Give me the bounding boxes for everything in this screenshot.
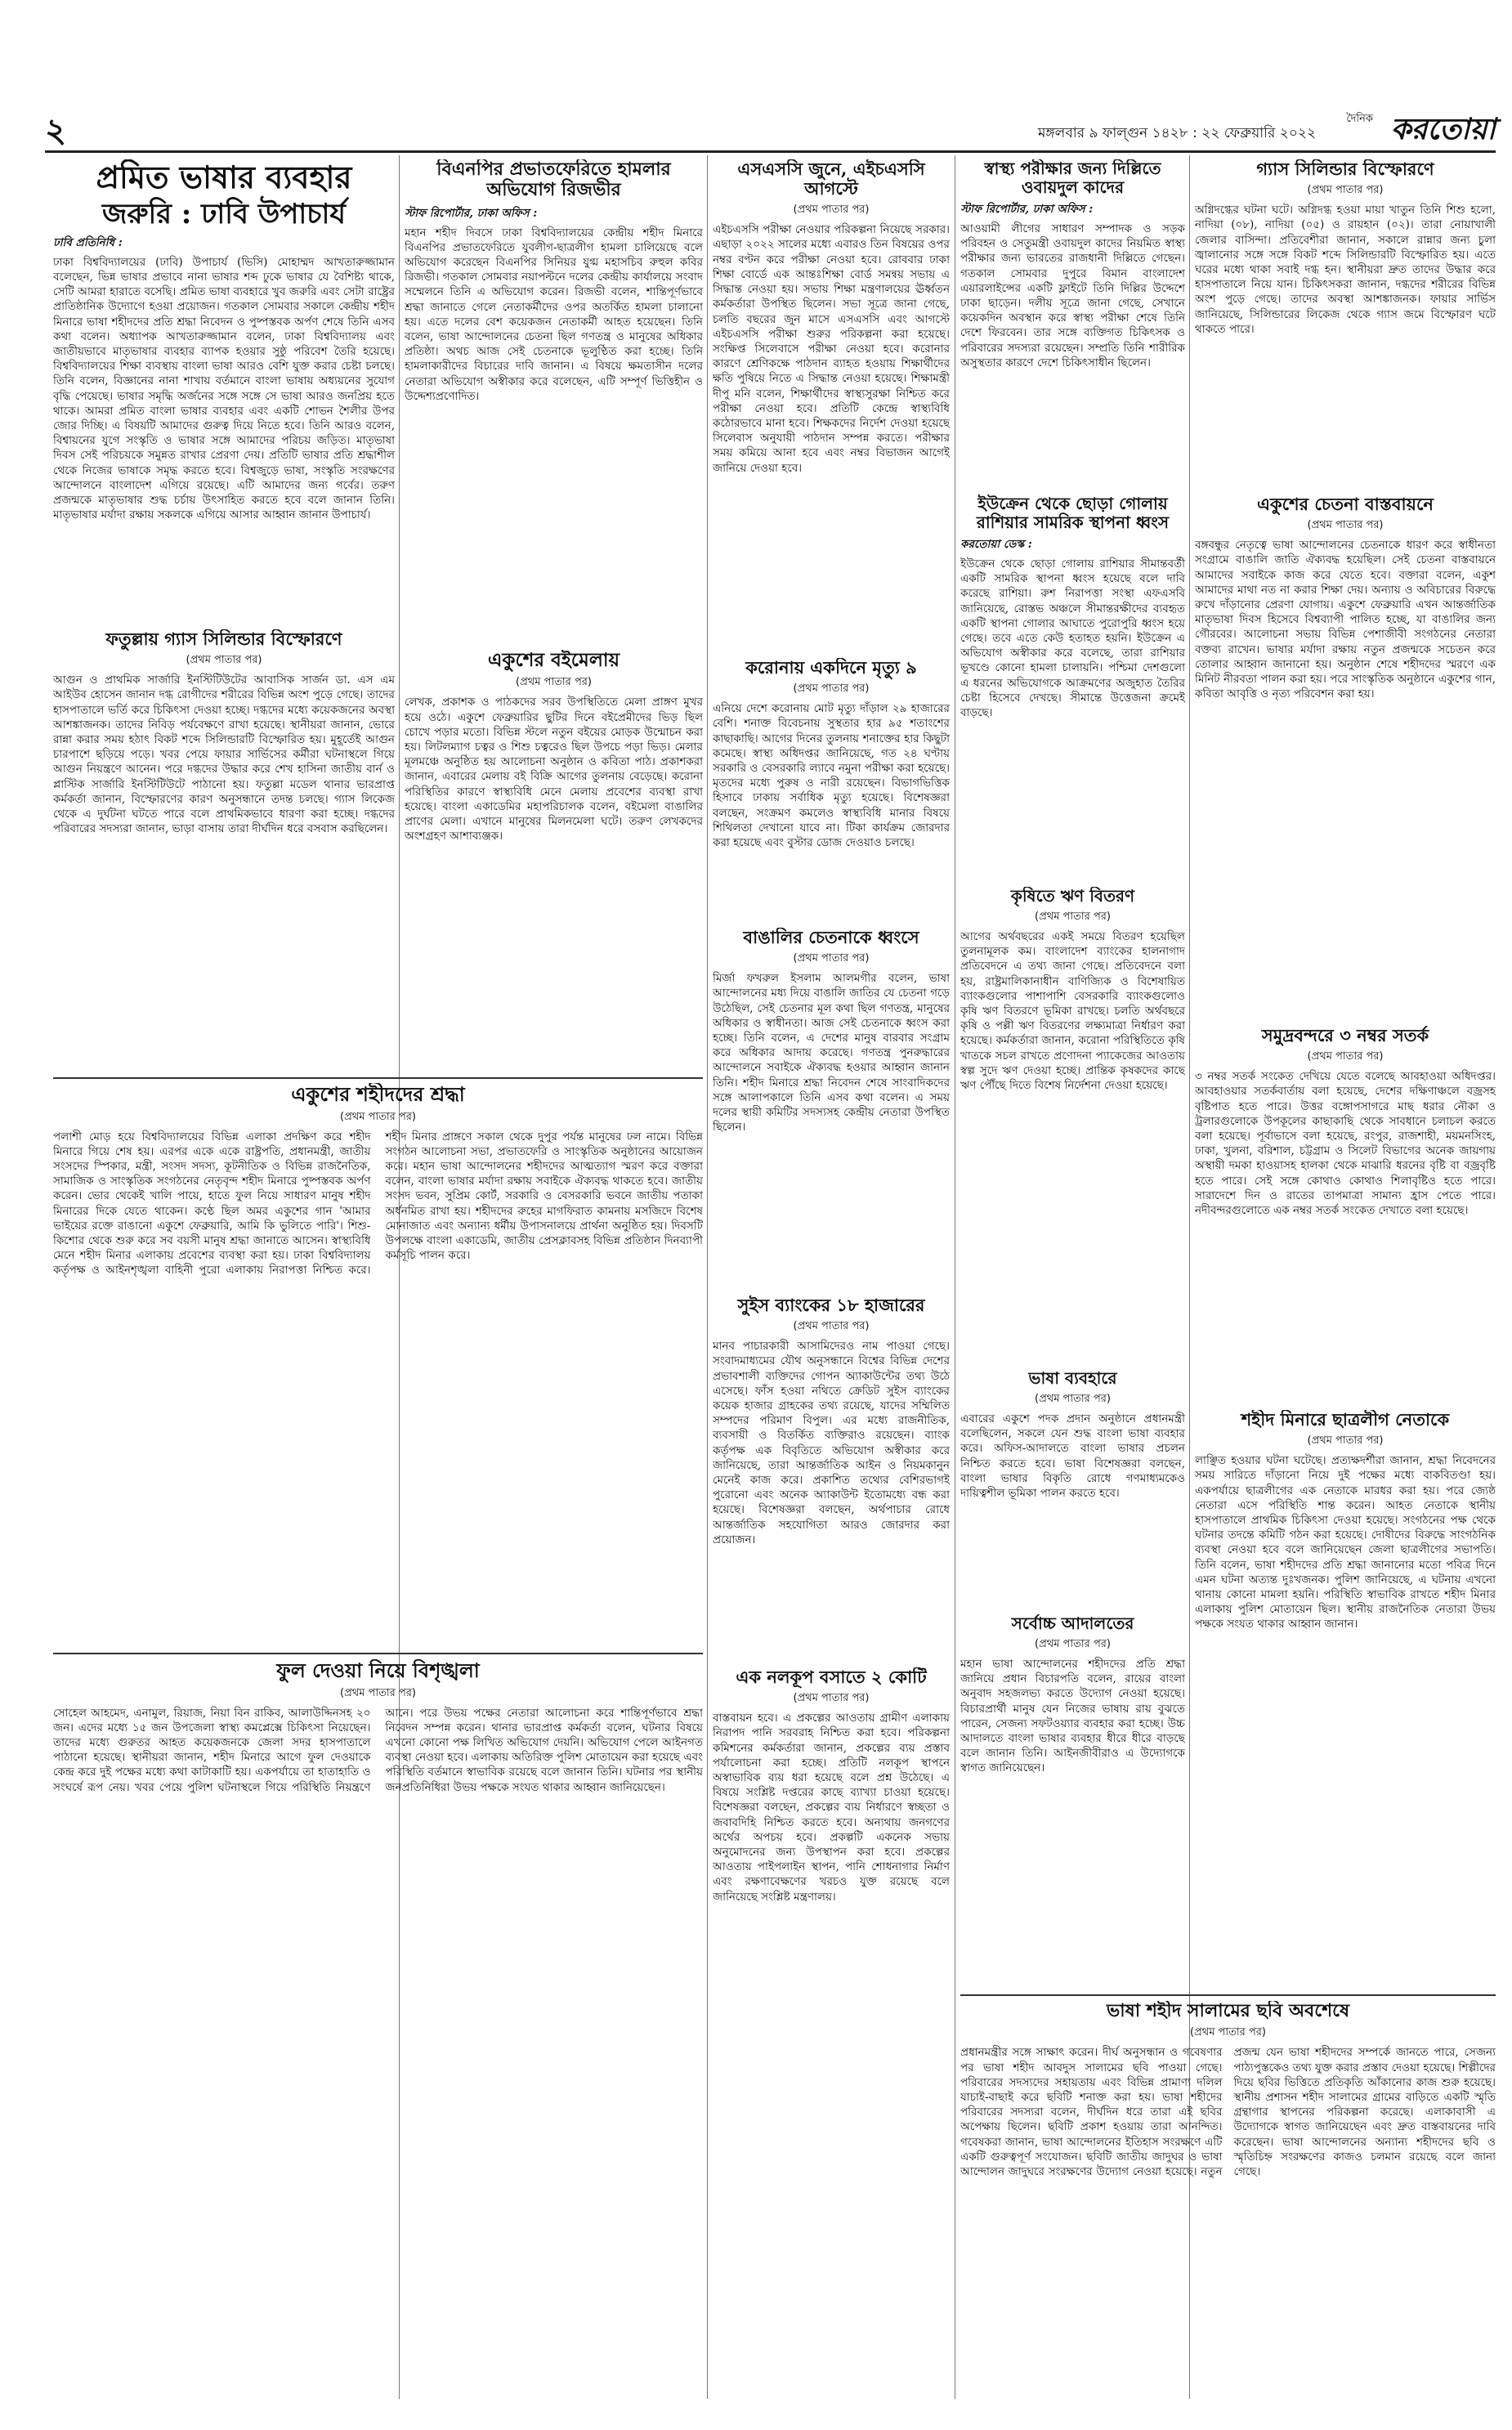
story-salam bbox=[960, 2001, 1496, 2393]
article-body: অগ্নিদগ্ধের ঘটনা ঘটে। অগ্নিদগ্ধ হওয়া মায়া খাতুন তিনি শিশু হলো, নাদিয়া (০৮), নাদিয়া (০৫) ও রায়হান (০২)। তারা নোয়াখালী জেলার বাসিন্দা। প্রতিবেশীরা জানান, সকালে রান্নার জন্য চুলা জ্বালানোর সঙ্গে সঙ্গে বিকট শব্দে সিলিন্ডারটি বিস্ফোরিত হয়। এতে ঘরের মধ্যে থাকা সবাই দগ্ধ হন। স্থানীয়রা দ্রুত তাদের উদ্ধার করে হাসপাতালে নিয়ে যান। চিকিৎসকরা জানান, দগ্ধদের শরীরের বিভিন্ন অংশ পুড়ে গেছে। তাদের অবস্থা আশঙ্কাজনক। ফায়ার সার্ভিস জানিয়েছে, সিলিন্ডারের লিকেজ থেকে গ্যাস জমে বিস্ফোরণ ঘটে থাকতে পারে। bbox=[1195, 204, 1496, 336]
story-ssc bbox=[713, 159, 950, 650]
headline: এসএসসি জুনে, এইচএসসি আগস্টে bbox=[737, 159, 925, 199]
story-krishi bbox=[960, 887, 1185, 1361]
headline: স্বাস্থ্য পরীক্ষার জন্য দিল্লিতে ওবায়দুল কাদের bbox=[984, 159, 1161, 197]
story-bangalir bbox=[713, 928, 950, 1287]
story-corona bbox=[713, 658, 950, 920]
story-pramit bbox=[53, 159, 395, 617]
story-gas bbox=[1195, 159, 1496, 486]
continued-label: (প্রথম পাতার পর) bbox=[1190, 2026, 1266, 2039]
story-chhatraleague bbox=[1195, 1410, 1496, 1982]
story-phool bbox=[53, 1659, 703, 2395]
headline: ভাষা শহীদ সালামের ছবি অবশেষে bbox=[1106, 2001, 1350, 2021]
article-body: আগের অর্থবছরের একই সময়ে বিতরণ হয়েছিল তুলনামূলক কম। বাংলাদেশ ব্যাংকের হালনাগাদ প্রতিবেদনে এ তথ্য জানা গেছে। প্রতিবেদনে বলা হয়, রাষ্ট্রমালিকানাধীন বাণিজ্যিক ও বিশেষায়িত ব্যাংকগুলোর পাশাপাশি বেসরকারি ব্যাংকগুলোও কৃষি ঋণ বিতরণে ভূমিকা রাখছে। চলতি অর্থবছরে কৃষি ও পল্লী ঋণ বিতরণের লক্ষ্যমাত্রা নির্ধারণ করা হয়েছে। কর্মকর্তারা জানান, করোনা পরিস্থিতিতে কৃষি খাতকে সচল রাখতে প্রণোদনা প্যাকেজের আওতায় স্বল্প সুদে ঋণ দেওয়া হচ্ছে। প্রান্তিক কৃষকদের কাছে ঋণ পৌঁছে দিতে বিশেষ নির্দেশনা দেওয়া হয়েছে। bbox=[960, 930, 1185, 1093]
story-bhasha-bybohar bbox=[960, 1369, 1185, 1606]
masthead bbox=[45, 113, 1496, 153]
article-body: ঢাকা বিশ্ববিদ্যালয়ের (ঢাবি) উপাচার্য (ভিসি) মোহাম্মদ আখতারুজ্জামান বলেছেন, ভিন্ন ভাষার প্রভাবে নানা ভাষার শব্দ ঢুকে ভাষার যে বৈশিষ্ট্য থাকে, সেটি আমরা হারাতে বসেছি। প্রমিত ভাষা ব্যবহারে খুব জরুরি এবং সেটা রাষ্ট্রের প্রাতিষ্ঠানিক উদ্যোগে হওয়া প্রয়োজন। গতকাল সোমবার সকালে কেন্দ্রীয় শহীদ মিনারে ভাষা শহীদদের প্রতি শ্রদ্ধা নিবেদন ও পুষ্পস্তবক অর্পণ শেষে তিনি এসব কথা বলেন। অধ্যাপক আখতারুজ্জামান বলেন, ঢাকা বিশ্ববিদ্যালয় এবং জাতীয়ভাবে মাতৃভাষার ব্যবহার ব্যাপক হওয়ার সুষ্ঠু পরিবেশ তৈরি হয়েছে। বিশ্ববিদ্যালয়ের শিক্ষা ব্যবস্থায় বাংলা ভাষা আরও বেশি যুক্ত করার চেষ্টা চলছে। তিনি বলেন, বিজ্ঞানের নানা শাখায় বর্তমানে বাংলা ভাষায় অধ্যয়নের সুযোগ বৃদ্ধি পেয়েছে। ভাষার সমৃদ্ধি অর্জনের সঙ্গে সঙ্গে সে ভাষা আরও জনপ্রিয় হতে থাকে। আমরা প্রমিত বাংলা ভাষার ব্যবহার এবং একটি শোভন শৈলীর উপর জোর দিচ্ছি। এ বিষয়টি আমাদের গুরুত্ব দিয়ে নিতে হবে। তিনি আরও বলেন, বিশ্বায়নের যুগে সংস্কৃতি ও ভাষার সঙ্গে আমাদের পরিচয় জড়িত। মাতৃভাষা দিবস সেই পরিচয়কে সমুন্নত রাখার প্রেরণা দেয়। প্রতিটি ভাষার প্রতি শ্রদ্ধাশীল থেকে নিজের ভাষাকে সমৃদ্ধ করতে হবে। বিশ্বজুড়ে ভাষা, সংস্কৃতি সংরক্ষণের আন্দোলনে বাংলাদেশ এগিয়ে রয়েছে। এটি আমাদের জন্য গর্বের। তরুণ প্রজন্মকে মাতৃভাষার শুদ্ধ চর্চায় উৎসাহিত করতে হবে বলে জানান তিনি। মাতৃভাষার মর্যাদা রক্ষায় সকলকে এগিয়ে আসার আহ্বান জানান উপাচার্য। bbox=[53, 255, 395, 522]
continued-label: (প্রথম পাতার পর) bbox=[793, 204, 870, 217]
byline: করতোয়া ডেস্ক : bbox=[960, 538, 1032, 551]
headline: সুইস ব্যাংকের ১৮ হাজারের bbox=[737, 1296, 925, 1315]
headline: সর্বোচ্চ আদালতের bbox=[1011, 1614, 1134, 1633]
article-body: ৩ নম্বর সতর্ক সংকেত দেখিয়ে যেতে বলেছে আবহাওয়া অধিদপ্তর। আবহাওয়ার সতর্কবার্তায় বলা হয়েছে, দেশের দক্ষিণাঞ্চলে বজ্রসহ বৃষ্টিপাত হতে পারে। উত্তর বঙ্গোপসাগরে মাছ ধরার নৌকা ও ট্রলারগুলোকে উপকূলের কাছাকাছি থেকে সাবধানে চলাচল করতে বলা হয়েছে। পূর্বাভাসে বলা হয়েছে, রংপুর, রাজশাহী, ময়মনসিংহ, ঢাকা, খুলনা, বরিশাল, চট্টগ্রাম ও সিলেট বিভাগের অনেক জায়গায় অস্থায়ী দমকা হাওয়াসহ হালকা থেকে মাঝারি ধরনের বৃষ্টি বা বজ্রবৃষ্টি হতে পারে। সেই সঙ্গে কোথাও কোথাও শিলাবৃষ্টিও হতে পারে। সারাদেশে দিন ও রাতের তাপমাত্রা সামান্য হ্রাস পেতে পারে। নদীবন্দরগুলোতে এক নম্বর সতর্ক সংকেত দেখাতে বলা হয়েছে। bbox=[1195, 1070, 1496, 1217]
continued-label: (প্রথম পাতার পর) bbox=[1307, 1050, 1384, 1063]
headline: একুশের চেতনা বাস্তবায়নে bbox=[1257, 495, 1434, 514]
article-body: আওয়ামী লীগের সাধারণ সম্পাদক ও সড়ক পরিবহন ও সেতুমন্ত্রী ওবায়দুল কাদের নিয়মিত স্বাস্থ্য পরীক্ষার জন্য ভারতের রাজধানী দিল্লিতে গেছেন। গতকাল সোমবার দুপুরে বিমান বাংলাদেশ এয়ারলাইন্সের একটি ফ্লাইটে তিনি দিল্লির উদ্দেশে ঢাকা ছাড়েন। দলীয় সূত্রে জানা গেছে, সেখানে কয়েকদিন অবস্থান করে স্বাস্থ্য পরীক্ষা শেষে তিনি দেশে ফিরবেন। তার সঙ্গে ব্যক্তিগত চিকিৎসক ও পরিবারের সদস্যরা রয়েছেন। সম্প্রতি তিনি শারীরিক অসুস্থতার কারণে দেশে চিকিৎসাধীন ছিলেন। bbox=[960, 222, 1185, 369]
article-body: এইচএসসি পরীক্ষা নেওয়ার পরিকল্পনা নিয়েছে সরকার। এছাড়া ২০২২ সালের মধ্যে এবারও তিন বিষয়ের ওপর নম্বর বণ্টন করে পরীক্ষা নেওয়া হবে। রোববার ঢাকা শিক্ষা বোর্ডে এক আন্তঃশিক্ষা বোর্ড সমন্বয় সভায় এ সিদ্ধান্ত নেওয়া হয়। সভায় শিক্ষা মন্ত্রণালয়ের ঊর্ধ্বতন কর্মকর্তারা উপস্থিত ছিলেন। সভা সূত্রে জানা গেছে, চলতি বছরের জুন মাসে এসএসসি এবং আগস্টে এইচএসসি পরীক্ষা শুরুর পরিকল্পনা করা হয়েছে। সংক্ষিপ্ত সিলেবাসে পরীক্ষা নেওয়া হবে। করোনার কারণে শ্রেণিকক্ষে পাঠদান ব্যাহত হওয়ায় শিক্ষার্থীদের ক্ষতি পুষিয়ে নিতে এ সিদ্ধান্ত নেওয়া হয়েছে। শিক্ষামন্ত্রী দীপু মনি বলেন, শিক্ষার্থীদের স্বাস্থ্যসুরক্ষা নিশ্চিত করে পরীক্ষা নেওয়া হবে। প্রতিটি কেন্দ্রে স্বাস্থ্যবিধি কঠোরভাবে মানা হবে। শিক্ষকদের নির্দেশ দেওয়া হয়েছে সিলেবাস অনুযায়ী পাঠদান সম্পন্ন করতে। পরীক্ষার সময় কমিয়ে আনা হবে এবং নম্বর বিভাজন আগেই জানিয়ে দেওয়া হবে। bbox=[713, 223, 950, 475]
story-samudra bbox=[1195, 1026, 1496, 1402]
section-divider bbox=[53, 1077, 703, 1079]
story-ukraine bbox=[960, 495, 1185, 879]
continued-label: (প্রথম পাতার পর) bbox=[186, 654, 262, 667]
article-body: পলাশী মোড় হয়ে বিশ্ববিদ্যালয়ের বিভিন্ন এলাকা প্রদক্ষিণ করে শহীদ মিনারে গিয়ে শেষ হয়। এরপর একে একে রাষ্ট্রপতি, প্রধানমন্ত্রী, জাতীয় সংসদের স্পিকার, মন্ত্রী, সংসদ সদস্য, কূটনীতিক ও বিভিন্ন রাজনৈতিক, সামাজিক ও সাংস্কৃতিক সংগঠনের নেতৃবৃন্দ শহীদ মিনারে পুষ্পস্তবক অর্পণ করেন। ভোর থেকেই খালি পায়ে, হাতে ফুল নিয়ে সাধারণ মানুষ শহীদ মিনারের দিকে যেতে থাকেন। কণ্ঠে ছিল অমর একুশের গান 'আমার ভাইয়ের রক্তে রাঙানো একুশে ফেব্রুয়ারি, আমি কি ভুলিতে পারি'। শিশু-কিশোর থেকে শুরু করে সব বয়সী মানুষ শ্রদ্ধা জানাতে আসেন। স্বাস্থ্যবিধি মেনে শহীদ মিনার এলাকায় প্রবেশের ব্যবস্থা করা হয়। ঢাকা বিশ্ববিদ্যালয় কর্তৃপক্ষ ও আইনশৃঙ্খলা বাহিনী পুরো এলাকায় নিরাপত্তা নিশ্চিত করে। শহীদ মিনার প্রাঙ্গণে সকাল থেকে দুপুর পর্যন্ত মানুষের ঢল নামে। বিভিন্ন সংগঠন আলোচনা সভা, প্রভাতফেরি ও সাংস্কৃতিক অনুষ্ঠানের আয়োজন করে। মহান ভাষা আন্দোলনের শহীদদের আত্মত্যাগ স্মরণ করে বক্তারা বলেন, বাংলা ভাষার মর্যাদা রক্ষায় সবাইকে ঐক্যবদ্ধ থাকতে হবে। জাতীয় সংসদ ভবন, সুপ্রিম কোর্ট, সরকারি ও বেসরকারি ভবনে জাতীয় পতাকা অর্ধনমিত রাখা হয়। শহীদদের রুহের মাগফিরাত কামনায় মসজিদে বিশেষ মোনাজাত এবং অন্যান্য ধর্মীয় উপাসনালয়ে প্রার্থনা অনুষ্ঠিত হয়। দিবসটি উপলক্ষে বাংলা একাডেমি, জাতীয় প্রেসক্লাবসহ বিভিন্ন প্রতিষ্ঠান দিনব্যাপী কর্মসূচি পালন করে। bbox=[53, 1130, 703, 1278]
continued-label: (প্রথম পাতার পর) bbox=[793, 952, 870, 965]
article-body: মানব পাচারকারী আসামিদেরও নাম পাওয়া গেছে। সংবাদমাধ্যমের যৌথ অনুসন্ধানে বিশ্বের বিভিন্ন দেশের প্রভাবশালী ব্যক্তিদের গোপন অ্যাকাউন্টের তথ্য উঠে এসেছে। ফাঁস হওয়া নথিতে ক্রেডিট সুইস ব্যাংকের কয়েক হাজার গ্রাহকের তথ্য রয়েছে, যাদের সম্মিলিত সম্পদের পরিমাণ বিপুল। এর মধ্যে রাজনীতিক, ব্যবসায়ী ও বিতর্কিত ব্যক্তিরাও রয়েছেন। ব্যাংক কর্তৃপক্ষ এক বিবৃতিতে অভিযোগ অস্বীকার করে জানিয়েছে, তারা আন্তর্জাতিক আইন ও নিয়মকানুন মেনেই কাজ করে। প্রকাশিত তথ্যের বেশিরভাগই পুরোনো এবং অনেক অ্যাকাউন্ট ইতোমধ্যে বন্ধ করা হয়েছে। বিশেষজ্ঞরা বলছেন, অর্থপাচার রোধে আন্তর্জাতিক সহযোগিতা আরও জোরদার করা প্রয়োজন। bbox=[713, 1340, 950, 1546]
article-body: এনিয়ে দেশে করোনায় মোট মৃত্যু দাঁড়াল ২৯ হাজারের বেশি। শনাক্ত বিবেচনায় সুস্থতার হার ৯৫ শতাংশের কাছাকাছি। আগের দিনের তুলনায় শনাক্তের হার কিছুটা কমেছে। স্বাস্থ্য অধিদপ্তর জানিয়েছে, গত ২৪ ঘণ্টায় সরকারি ও বেসরকারি ল্যাবে নমুনা পরীক্ষা করা হয়েছে। মৃতদের মধ্যে পুরুষ ও নারী রয়েছেন। বিভাগভিত্তিক হিসাবে ঢাকায় সর্বাধিক মৃত্যু হয়েছে। বিশেষজ্ঞরা বলছেন, সংক্রমণ কমলেও স্বাস্থ্যবিধি মানার বিষয়ে শিথিলতা দেখানো যাবে না। টিকা কার্যক্রম জোরদার করা হয়েছে এবং বুস্টার ডোজ দেওয়াও চলছে। bbox=[713, 702, 950, 849]
story-swasthya bbox=[960, 159, 1185, 486]
continued-label: (প্রথম পাতার পর) bbox=[340, 1686, 416, 1699]
story-boimela bbox=[405, 650, 703, 1071]
article-body: মির্জা ফখরুল ইসলাম আলমগীর বলেন, ভাষা আন্দোলনের মধ্য দিয়ে বাঙালি জাতির যে চেতনা গড়ে উঠেছিল, সেই চেতনার মূল কথা ছিল গণতন্ত্র, মানুষের অধিকার ও স্বাধীনতা। আজ সেই চেতনাকে ধ্বংস করা হচ্ছে। তিনি বলেন, এ দেশের মানুষ বারবার সংগ্রাম করে অধিকার আদায় করেছে। গণতন্ত্র পুনরুদ্ধারের আন্দোলনে সবাইকে ঐক্যবদ্ধ হওয়ার আহ্বান জানান তিনি। শহীদ মিনারে শ্রদ্ধা নিবেদন শেষে সাংবাদিকদের সঙ্গে আলাপকালে তিনি এসব কথা বলেন। এ সময় দলের স্থায়ী কমিটির সদস্যসহ কেন্দ্রীয় নেতারা উপস্থিত ছিলেন। bbox=[713, 972, 950, 1134]
article-body: লাঞ্ছিত হওয়ার ঘটনা ঘটেছে। প্রত্যক্ষদর্শীরা জানান, শ্রদ্ধা নিবেদনের সময় সারিতে দাঁড়ানো নিয়ে দুই পক্ষের মধ্যে বাকবিতণ্ডা হয়। একপর্যায়ে ছাত্রলীগের এক নেতাকে মারধর করা হয়। পরে জ্যেষ্ঠ নেতারা এসে পরিস্থিতি শান্ত করেন। আহত নেতাকে স্থানীয় হাসপাতালে প্রাথমিক চিকিৎসা দেওয়া হয়েছে। সংগঠনের পক্ষ থেকে ঘটনার তদন্তে কমিটি গঠন করা হয়েছে। দোষীদের বিরুদ্ধে সাংগঠনিক ব্যবস্থা নেওয়া হবে বলে জানিয়েছেন জেলা ছাত্রলীগের সভাপতি। তিনি বলেন, ভাষা শহীদদের প্রতি শ্রদ্ধা জানানোর মতো পবিত্র দিনে এমন ঘটনা অত্যন্ত দুঃখজনক। পুলিশ জানিয়েছে, এ ঘটনায় এখনো থানায় কোনো মামলা হয়নি। পরিস্থিতি স্বাভাবিক রাখতে শহীদ মিনার এলাকায় পুলিশ মোতায়েন ছিল। স্থানীয় রাজনৈতিক নেতারা উভয় পক্ষকে সংযত থাকার আহ্বান জানান। bbox=[1195, 1454, 1496, 1631]
headline: একুশের বইমেলায় bbox=[487, 650, 620, 671]
section-divider bbox=[53, 1653, 703, 1654]
byline: ঢাবি প্রতিনিধি : bbox=[53, 235, 123, 249]
headline: ভাষা ব্যবহারে bbox=[1028, 1369, 1117, 1388]
article-body: লেখক, প্রকাশক ও পাঠকদের সরব উপস্থিতিতে মেলা প্রাঙ্গণ মুখর হয়ে ওঠে। একুশে ফেব্রুয়ারির ছুটির দিনে বইপ্রেমীদের ভিড় ছিল চোখে পড়ার মতো। বিভিন্ন স্টলে নতুন বইয়ের মোড়ক উন্মোচন করা হয়। লিটলম্যাগ চত্বর ও শিশু চত্বরেও ছিল উপচে পড়া ভিড়। মেলার মূলমঞ্চে অনুষ্ঠিত হয় আলোচনা অনুষ্ঠান ও কবিতা পাঠ। প্রকাশকরা জানান, এবারের মেলায় বই বিক্রি আগের তুলনায় বেড়েছে। করোনা পরিস্থিতির কারণে স্বাস্থ্যবিধি মেনে মেলায় প্রবেশের ব্যবস্থা রাখা হয়েছে। বাংলা একাডেমির মহাপরিচালক বলেন, বইমেলা বাঙালির প্রাণের মেলা। এখানে মানুষের মিলনমেলা ঘটে। তরুণ লেখকদের অংশগ্রহণ আশাব্যঞ্জক। bbox=[405, 696, 703, 844]
headline: বাঙালির চেতনাকে ধ্বংসে bbox=[743, 928, 919, 947]
story-nalkup bbox=[713, 1667, 950, 2395]
byline: স্টাফ রিপোর্টার, ঢাকা অফিস : bbox=[960, 203, 1094, 216]
continued-label: (প্রথম পাতার পর) bbox=[1307, 184, 1384, 197]
continued-label: (প্রথম পাতার পর) bbox=[1035, 1393, 1111, 1405]
headline: ইউক্রেন থেকে ছোড়া গোলায় রাশিয়ার সামরিক স্থাপনা ধ্বংস bbox=[976, 495, 1170, 532]
story-shahid-shroddha bbox=[53, 1083, 703, 1647]
column-rule bbox=[707, 155, 708, 2399]
continued-label: (প্রথম পাতার পর) bbox=[516, 676, 592, 689]
byline: স্টাফ রিপোর্টার, ঢাকা অফিস : bbox=[405, 206, 538, 220]
logo-small-text: দৈনিক bbox=[1346, 113, 1373, 125]
continued-label: (প্রথম পাতার পর) bbox=[1307, 1434, 1384, 1448]
headline: কৃষিতে ঋণ বিতরণ bbox=[1010, 887, 1135, 906]
continued-label: (প্রথম পাতার পর) bbox=[793, 1320, 870, 1333]
continued-label: (প্রথম পাতার পর) bbox=[1035, 911, 1111, 923]
headline: একুশের শহীদদের শ্রদ্ধা bbox=[291, 1083, 465, 1106]
headline: জরুরি : ঢাবি উপাচার্য bbox=[102, 197, 346, 230]
page-number: ২ bbox=[45, 111, 67, 150]
story-swiss bbox=[713, 1296, 950, 1659]
article-body: বাস্তবায়ন হবে। এ প্রকল্পের আওতায় গ্রামীণ এলাকায় নিরাপদ পানি সরবরাহ নিশ্চিত করা হবে। পরিকল্পনা কমিশনের কর্মকর্তারা জানান, প্রকল্পের ব্যয় প্রস্তাব পর্যালোচনা করা হচ্ছে। প্রতিটি নলকূপ স্থাপনে অস্বাভাবিক ব্যয় ধরা হয়েছে বলে প্রশ্ন উঠেছে। এ বিষয়ে সংশ্লিষ্ট দপ্তরের কাছে ব্যাখ্যা চাওয়া হয়েছে। বিশেষজ্ঞরা বলছেন, প্রকল্পের ব্যয় নির্ধারণে স্বচ্ছতা ও জবাবদিহি নিশ্চিত করতে হবে। অন্যথায় জনগণের অর্থের অপচয় হবে। প্রকল্পটি একনেক সভায় অনুমোদনের জন্য উপস্থাপন করা হবে। প্রকল্পের আওতায় পাইপলাইন স্থাপন, পানি শোধনাগার নির্মাণ এবং রক্ষণাবেক্ষণের খরচও যুক্ত রয়েছে বলে জানিয়েছে সংশ্লিষ্ট মন্ত্রণালয়। bbox=[713, 1712, 950, 1904]
headline: গ্যাস সিলিন্ডার বিস্ফোরণে bbox=[1256, 159, 1434, 179]
newspaper-logo bbox=[1328, 110, 1496, 149]
continued-label: (প্রথম পাতার পর) bbox=[1307, 519, 1384, 532]
headline: এক নলকূপ বসাতে ২ কোটি bbox=[736, 1667, 927, 1687]
story-bnp bbox=[405, 159, 703, 642]
article-body: সোহেল আহমেদ, এনামুল, রিয়াজ, নিয়া বিন রাকিব, আলাউদ্দিনসহ ২০ জন। এদের মধ্যে ১৫ জন উপজেলা স্বাস্থ্য কমপ্লেক্সে চিকিৎসা নিয়েছেন। তাদের মধ্যে গুরুতর আহত কয়েকজনকে জেলা সদর হাসপাতালে পাঠানো হয়েছে। স্থানীয়রা জানান, শহীদ মিনারে আগে ফুল দেওয়াকে কেন্দ্র করে দুই পক্ষের মধ্যে কথা কাটাকাটি হয়। একপর্যায়ে তা হাতাহাতি ও সংঘর্ষে রূপ নেয়। খবর পেয়ে পুলিশ ঘটনাস্থলে গিয়ে পরিস্থিতি নিয়ন্ত্রণে আনে। পরে উভয় পক্ষের নেতারা আলোচনা করে শান্তিপূর্ণভাবে শ্রদ্ধা নিবেদন সম্পন্ন করেন। থানার ভারপ্রাপ্ত কর্মকর্তা বলেন, ঘটনার বিষয়ে এখনো কোনো পক্ষ লিখিত অভিযোগ দেয়নি। অভিযোগ পেলে আইনগত ব্যবস্থা নেওয়া হবে। এলাকায় অতিরিক্ত পুলিশ মোতায়েন করা হয়েছে এবং পরিস্থিতি বর্তমানে স্বাভাবিক রয়েছে বলে জানান তিনি। ঘটনার পর স্থানীয় জনপ্রতিনিধিরা উভয় পক্ষকে সংযত থাকার আহ্বান জানিয়েছেন। bbox=[53, 1706, 703, 1794]
headline: বিএনপির প্রভাতফেরিতে হামলার অভিযোগ রিজভীর bbox=[436, 159, 671, 201]
article-body: মহান ভাষা আন্দোলনের শহীদদের প্রতি শ্রদ্ধা জানিয়ে প্রধান বিচারপতি বলেন, রায়ের বাংলা অনুবাদ সহজলভ্য করতে উদ্যোগ নেওয়া হয়েছে। বিচারপ্রার্থী মানুষ যেন নিজের ভাষায় রায় বুঝতে পারেন, সেজন্য সফটওয়্যার ব্যবহার করা হচ্ছে। উচ্চ আদালতে বাংলা ভাষার ব্যবহার ধীরে ধীরে বাড়ছে বলে জানান তিনি। আইনজীবীরাও এ উদ্যোগকে স্বাগত জানিয়েছেন। bbox=[960, 1658, 1185, 1775]
headline: শহীদ মিনারে ছাত্রলীগ নেতাকে bbox=[1241, 1410, 1450, 1430]
article-body: আগুন ও প্রাথমিক সার্জারি ইনস্টিটিউটের আবাসিক সার্জন ডা. এস এম আইউব হোসেন জানান দগ্ধ রোগীদের শরীরের বিভিন্ন অংশ পুড়ে গেছে। তাদের হাসপাতালে ভর্তি করে চিকিৎসা দেওয়া হচ্ছে। দগ্ধদের মধ্যে কয়েকজনের অবস্থা আশঙ্কাজনক। তাদের নিবিড় পর্যবেক্ষণে রাখা হয়েছে। স্থানীয়রা জানান, ভোরে রান্না করার সময় হঠাৎ বিকট শব্দে সিলিন্ডারটি বিস্ফোরিত হয়। মুহূর্তেই আগুন চারপাশে ছড়িয়ে পড়ে। খবর পেয়ে ফায়ার সার্ভিসের কর্মীরা ঘটনাস্থলে গিয়ে আগুন নিয়ন্ত্রণে আনেন। পরে দগ্ধদের উদ্ধার করে শেখ হাসিনা জাতীয় বার্ন ও প্লাস্টিক সার্জারি ইনস্টিটিউটে পাঠানো হয়। ফতুল্লা মডেল থানার ভারপ্রাপ্ত কর্মকর্তা জানান, বিস্ফোরণের কারণ অনুসন্ধানে তদন্ত চলছে। গ্যাস লিকেজ থেকে এ দুর্ঘটনা ঘটতে পারে বলে প্রাথমিকভাবে ধারণা করা হচ্ছে। দগ্ধদের পরিবারের সদস্যরা জানান, ভাড়া বাসায় তারা দীর্ঘদিন ধরে বসবাস করছিলেন। bbox=[53, 674, 395, 836]
continued-label: (প্রথম পাতার পর) bbox=[340, 1110, 416, 1123]
continued-label: (প্রথম পাতার পর) bbox=[793, 682, 870, 696]
story-sarbochcho bbox=[960, 1614, 1185, 1990]
article-body: মহান শহীদ দিবসে ঢাকা বিশ্ববিদ্যালয়ের কেন্দ্রীয় শহীদ মিনারে বিএনপির প্রভাতফেরিতে যুবলীগ-ছাত্রলীগ হামলা চালিয়েছে বলে অভিযোগ করেছেন বিএনপির সিনিয়র যুগ্ম মহাসচিব রুহুল কবির রিজভী। গতকাল সোমবার নয়াপল্টনে দলের কেন্দ্রীয় কার্যালয়ে সংবাদ সম্মেলনে তিনি এ অভিযোগ করেন। রিজভী বলেন, শান্তিপূর্ণভাবে শ্রদ্ধা জানাতে গেলে নেতাকর্মীদের ওপর অতর্কিত হামলা চালানো হয়। এতে দলের বেশ কয়েকজন নেতাকর্মী আহত হয়েছেন। তিনি বলেন, ভাষা আন্দোলনের চেতনা ছিল গণতন্ত্র ও মানুষের অধিকার প্রতিষ্ঠা। অথচ আজ সেই চেতনাকে ভূলুণ্ঠিত করা হচ্ছে। তিনি হামলাকারীদের বিচারের দাবি জানান। এ বিষয়ে ক্ষমতাসীন দলের নেতারা অভিযোগ অস্বীকার করে বলেছেন, এটি সম্পূর্ণ ভিত্তিহীন ও উদ্দেশ্যপ্রণোদিত। bbox=[405, 226, 703, 403]
headline: প্রমিত ভাষার ব্যবহার bbox=[96, 159, 352, 195]
headline: সমুদ্রবন্দরে ৩ নম্বর সতর্ক bbox=[1261, 1026, 1429, 1045]
article-body: প্রধানমন্ত্রীর সঙ্গে সাক্ষাৎ করেন। দীর্ঘ অনুসন্ধান ও গবেষণার পর ভাষা শহীদ আবদুস সালামের ছবি পাওয়া গেছে। পরিবারের সদস্যদের সহায়তায় এবং বিভিন্ন প্রামাণ্য দলিল যাচাই-বাছাই করে ছবিটি শনাক্ত করা হয়। ভাষা শহীদের পরিবারের সদস্যরা বলেন, দীর্ঘদিন ধরে তারা এই ছবির অপেক্ষায় ছিলেন। ছবিটি প্রকাশ হওয়ায় তারা আনন্দিত। গবেষকরা জানান, ভাষা আন্দোলনের ইতিহাস সংরক্ষণে এটি একটি গুরুত্বপূর্ণ সংযোজন। ছবিটি জাতীয় জাদুঘর ও ভাষা আন্দোলন জাদুঘরে সংরক্ষণের উদ্যোগ নেওয়া হয়েছে। নতুন প্রজন্ম যেন ভাষা শহীদদের সম্পর্কে জানতে পারে, সেজন্য পাঠ্যপুস্তকেও তথ্য যুক্ত করার প্রস্তাব দেওয়া হয়েছে। শিল্পীদের দিয়ে ছবির ভিত্তিতে প্রতিকৃতি আঁকানোর কাজ শুরু হয়েছে। স্থানীয় প্রশাসন শহীদ সালামের গ্রামের বাড়িতে একটি স্মৃতি গ্রন্থাগার স্থাপনের পরিকল্পনা করেছে। এলাকাবাসী এ উদ্যোগকে স্বাগত জানিয়েছেন এবং দ্রুত বাস্তবায়নের দাবি করেছেন। ভাষা আন্দোলনের অন্যান্য শহীদদের ছবি ও স্মৃতিচিহ্ন সংরক্ষণের কাজও চলমান রয়েছে বলে জানা গেছে। bbox=[960, 2046, 1496, 2178]
continued-label: (প্রথম পাতার পর) bbox=[1035, 1638, 1111, 1650]
continued-label: (প্রথম পাতার পর) bbox=[793, 1692, 870, 1705]
section-divider bbox=[960, 1994, 1496, 1996]
date-line: মঙ্গলবার ৯ ফাল্গুন ১৪২৮ : ২২ ফেব্রুয়ারি ২০২২ bbox=[1037, 125, 1316, 141]
story-fatullah bbox=[53, 629, 395, 1071]
article-body: ইউক্রেন থেকে ছোড়া গোলায় রাশিয়ার সীমান্তবর্তী একটি সামরিক স্থাপনা ধ্বংস হয়েছে বলে দাবি করেছে রাশিয়া। রুশ নিরাপত্তা সংস্থা এফএসবি জানিয়েছে, রোস্তভ অঞ্চলে সীমান্তরক্ষীদের ব্যবহৃত একটি স্থাপনা গোলার আঘাতে পুরোপুরি ধ্বংস হয়ে গেছে। তবে এতে কেউ হতাহত হয়নি। ইউক্রেন এ অভিযোগ অস্বীকার করে বলেছে, তারা রাশিয়ার ভূখণ্ডে কোনো হামলা চালায়নি। পশ্চিমা দেশগুলো এ ধরনের অভিযোগকে আক্রমণের অজুহাত তৈরির চেষ্টা হিসেবে দেখছে। সীমান্তে উত্তেজনা ক্রমেই বাড়ছে। bbox=[960, 557, 1185, 720]
article-body: বঙ্গবন্ধুর নেতৃত্বে ভাষা আন্দোলনের চেতনাকে ধারণ করে স্বাধীনতা সংগ্রামে বাঙালি জাতি ঐক্যবদ্ধ হয়েছিল। সেই চেতনা বাস্তবায়নে আমাদের সবাইকে কাজ করে যেতে হবে। বক্তারা বলেন, একুশ আমাদের মাথা নত না করার শিক্ষা দেয়। অন্যায় ও অবিচারের বিরুদ্ধে রুখে দাঁড়ানোর প্রেরণা যোগায়। একুশে ফেব্রুয়ারি এখন আন্তর্জাতিক মাতৃভাষা দিবস হিসেবে বিশ্বব্যাপী পালিত হচ্ছে, যা বাঙালির জন্য গৌরবের। আলোচনা সভায় বিভিন্ন পেশাজীবী সংগঠনের নেতারা বক্তব্য রাখেন। ভাষার মর্যাদা রক্ষায় নতুন প্রজন্মকে সচেতন করে তোলার আহ্বান জানানো হয়। অনুষ্ঠান শেষে শহীদদের স্মরণে এক মিনিট নীরবতা পালন করা হয়। পরে সাংস্কৃতিক অনুষ্ঠানে একুশের গান, কবিতা আবৃত্তি ও নৃত্য পরিবেশন করা হয়। bbox=[1195, 539, 1496, 701]
headline: ফতুল্লায় গ্যাস সিলিন্ডার বিস্ফোরণে bbox=[105, 629, 342, 649]
logo-main-text: করতোয়া bbox=[1390, 112, 1496, 146]
headline: করোনায় একদিনে মৃত্যু ৯ bbox=[745, 658, 917, 678]
article-body: এবারের একুশে পদক প্রদান অনুষ্ঠানে প্রধানমন্ত্রী বলেছিলেন, সকলে যেন শুদ্ধ বাংলা ভাষা ব্যবহার করে। অফিস-আদালতে বাংলা ভাষার প্রচলন নিশ্চিত করতে হবে। ভাষা বিশেষজ্ঞরা বলছেন, বাংলা ভাষার বিকৃতি রোধে গণমাধ্যমকেও দায়িত্বশীল ভূমিকা পালন করতে হবে। bbox=[960, 1412, 1185, 1501]
story-ekusher-chetona bbox=[1195, 495, 1496, 1018]
headline: ফুল দেওয়া নিয়ে বিশৃঙ্খলা bbox=[276, 1659, 480, 1682]
